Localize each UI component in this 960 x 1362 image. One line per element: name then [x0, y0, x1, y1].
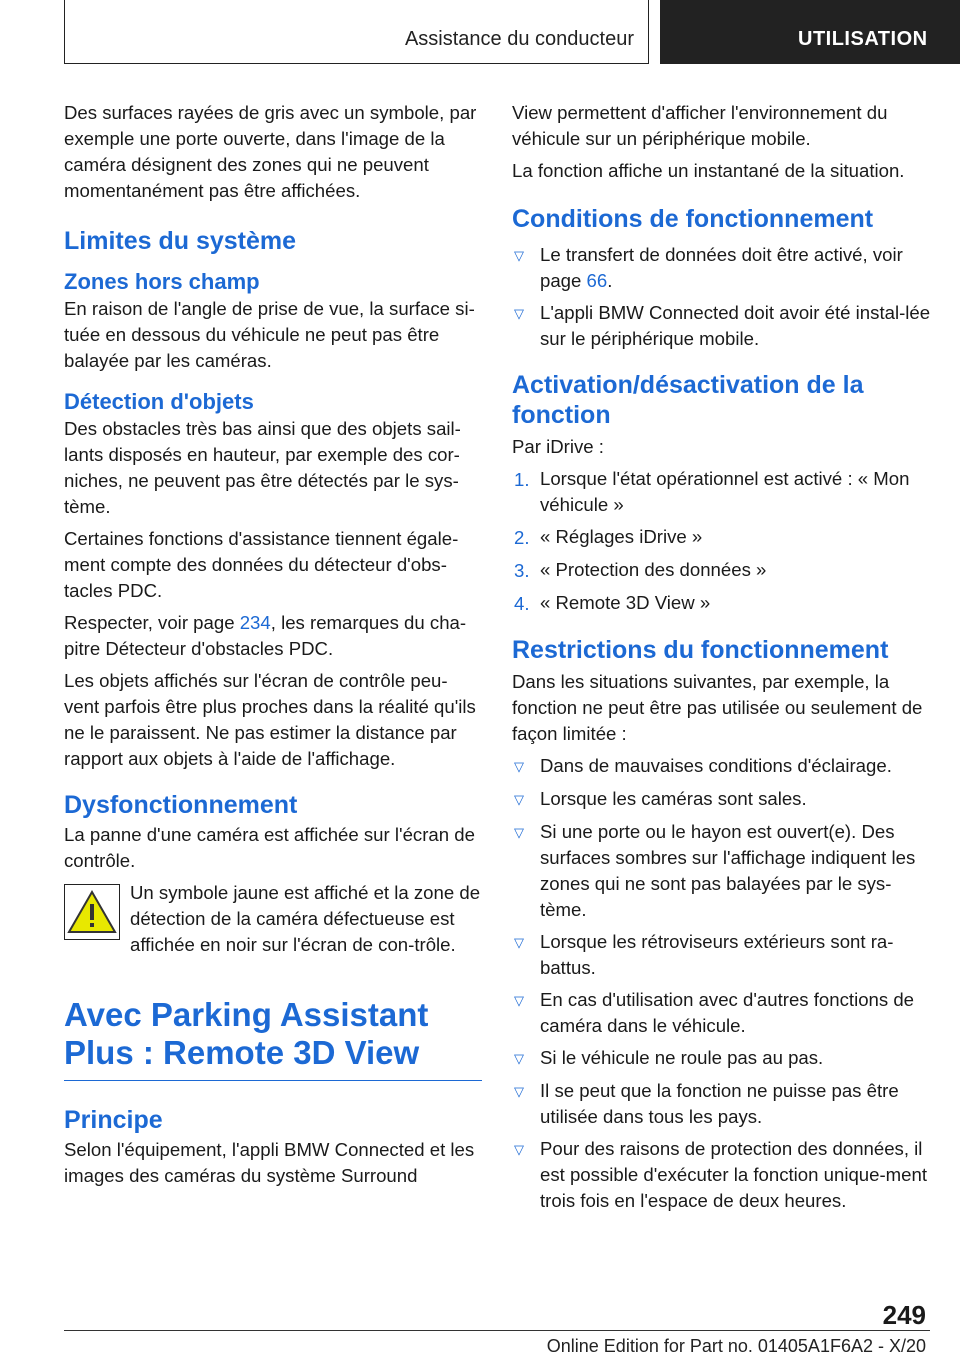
heading-restrictions: Restrictions du fonctionnement	[512, 636, 889, 664]
step-item	[512, 557, 932, 584]
step-number: 1.	[514, 469, 530, 490]
heading-zones: Zones hors champ	[64, 269, 260, 294]
detection-paragraph-4: Les objets affichés sur l'écran de contrôle peu-vent parfois être plus proches dans la réalité qu'ils ne le paraissent. Ne pas estimer la distance par rapport aux objets à l'aide de l'affichage.	[64, 670, 476, 769]
step-text: Lorsque l'état opérationnel est activé : « Mon véhicule »	[540, 468, 910, 515]
detection-paragraph-3: Respecter, voir page 234, les remarques du cha-pitre Détecteur d'obstacles PDC.	[64, 612, 467, 659]
snapshot-paragraph: La fonction affiche un instantané de la situation.	[512, 160, 905, 181]
restriction-item	[512, 1136, 932, 1214]
restriction-item	[512, 929, 932, 981]
triangle-bullet-icon: ▽	[514, 1051, 524, 1066]
restriction-item	[512, 1045, 932, 1072]
heading-limits: Limites du système	[64, 227, 297, 255]
triangle-bullet-icon: ▽	[514, 306, 524, 321]
page-number: 249	[882, 1300, 926, 1330]
restriction-text: En cas d'utilisation avec d'autres fonctions de caméra dans le véhicule.	[540, 989, 915, 1036]
step-text: « Réglages iDrive »	[540, 526, 703, 547]
condition-item: ▽ Le transfert de données doit être activé, voir page 66.	[512, 242, 932, 294]
step-number: 4.	[514, 593, 530, 614]
step-number: 3.	[514, 560, 530, 581]
page-link-234[interactable]: 234	[239, 612, 271, 633]
left-column	[64, 100, 482, 1195]
restriction-item	[512, 786, 932, 813]
heading-malfunction: Dysfonctionnement	[64, 791, 298, 819]
restriction-text: Lorsque les rétroviseurs extérieurs sont ra-battus.	[540, 931, 894, 978]
heading-activation: Activation/désactivation de la fonction	[512, 371, 864, 429]
restrictions-paragraph: Dans les situations suivantes, par exemple, la fonction ne peut être pas utilisée ou seulement de façon limitée :	[512, 671, 923, 744]
triangle-bullet-icon: ▽	[514, 792, 524, 807]
header-chapter-tab	[660, 0, 960, 64]
header-chapter-title: UTILISATION	[798, 28, 928, 50]
restriction-text: Dans de mauvaises conditions d'éclairage.	[540, 755, 892, 776]
step-text: « Protection des données »	[540, 559, 767, 580]
restriction-item	[512, 753, 932, 780]
zones-paragraph: En raison de l'angle de prise de vue, la surface si-tuée en dessous du véhicule ne peut pas être balayée par les caméras.	[64, 298, 475, 371]
warning-note	[64, 880, 482, 958]
detection-paragraph-1: Des obstacles très bas ainsi que des objets sail-lants disposés en hauteur, par exemple des cor-niches, ne peuvent pas être détectés par le sys-tème.	[64, 418, 461, 517]
restriction-text: Si une porte ou le hayon est ouvert(e). Des surfaces sombres sur l'affichage indiquent les zones qui ne sont pas balayées par le sys-tème.	[540, 821, 916, 920]
step-item	[512, 590, 932, 617]
detection-paragraph-2: Certaines fonctions d'assistance tiennent égale-ment compte des données du détecteur d'obs-tacles PDC.	[64, 528, 459, 601]
triangle-bullet-icon: ▽	[514, 759, 524, 774]
step-number: 2.	[514, 527, 530, 548]
idrive-paragraph: Par iDrive :	[512, 436, 604, 457]
condition-item: ▽ L'appli BMW Connected doit avoir été instal-lée sur le périphérique mobile.	[512, 300, 932, 352]
heading-remote-3d-view: Avec Parking Assistant Plus : Remote 3D View	[64, 996, 482, 1081]
triangle-bullet-icon: ▽	[514, 1084, 524, 1099]
triangle-bullet-icon: ▽	[514, 935, 524, 950]
continued-paragraph: View permettent d'afficher l'environnement du véhicule sur un périphérique mobile.	[512, 102, 888, 149]
triangle-bullet-icon: ▽	[514, 993, 524, 1008]
restriction-item	[512, 819, 932, 923]
restrictions-list	[512, 753, 932, 1214]
malfunction-paragraph: La panne d'une caméra est affichée sur l'écran de contrôle.	[64, 824, 475, 871]
right-column	[512, 100, 932, 1220]
warning-text: Un symbole jaune est affiché et la zone de détection de la caméra défectueuse est affichée en noir sur l'écran de con-trôle.	[130, 882, 481, 955]
restriction-text: Si le véhicule ne roule pas au pas.	[540, 1047, 824, 1068]
triangle-bullet-icon: ▽	[514, 1142, 524, 1157]
triangle-bullet-icon: ▽	[514, 825, 524, 840]
restriction-text: Lorsque les caméras sont sales.	[540, 788, 807, 809]
restriction-item	[512, 1078, 932, 1130]
heading-detection: Détection d'objets	[64, 389, 254, 414]
restriction-item	[512, 987, 932, 1039]
footer-divider	[64, 1330, 930, 1331]
edition-note: Online Edition for Part no. 01405A1F6A2 - X/20	[546, 1336, 926, 1356]
step-text: « Remote 3D View »	[540, 592, 711, 613]
intro-paragraph: Des surfaces rayées de gris avec un symbole, par exemple une porte ouverte, dans l'image de la caméra désignent des zones qui ne peuvent momentanément pas être affichées.	[64, 102, 477, 201]
heading-conditions: Conditions de fonctionnement	[512, 205, 874, 233]
triangle-bullet-icon: ▽	[514, 248, 524, 263]
restriction-text: Pour des raisons de protection des données, il est possible d'exécuter la fonction unique-ment trois fois en l'espace de deux heures.	[540, 1138, 928, 1211]
page-link-66[interactable]: 66	[586, 270, 608, 291]
warning-triangle-icon	[64, 884, 120, 940]
step-item	[512, 524, 932, 551]
step-item	[512, 466, 932, 518]
header-section-box	[64, 0, 649, 64]
steps-list	[512, 466, 932, 617]
header-section-title: Assistance du conducteur	[404, 28, 634, 50]
restriction-text: Il se peut que la fonction ne puisse pas être utilisée dans tous les pays.	[540, 1080, 899, 1127]
heading-principle: Principe	[64, 1106, 163, 1134]
principle-paragraph: Selon l'équipement, l'appli BMW Connected et les images des caméras du système Surround	[64, 1139, 475, 1186]
